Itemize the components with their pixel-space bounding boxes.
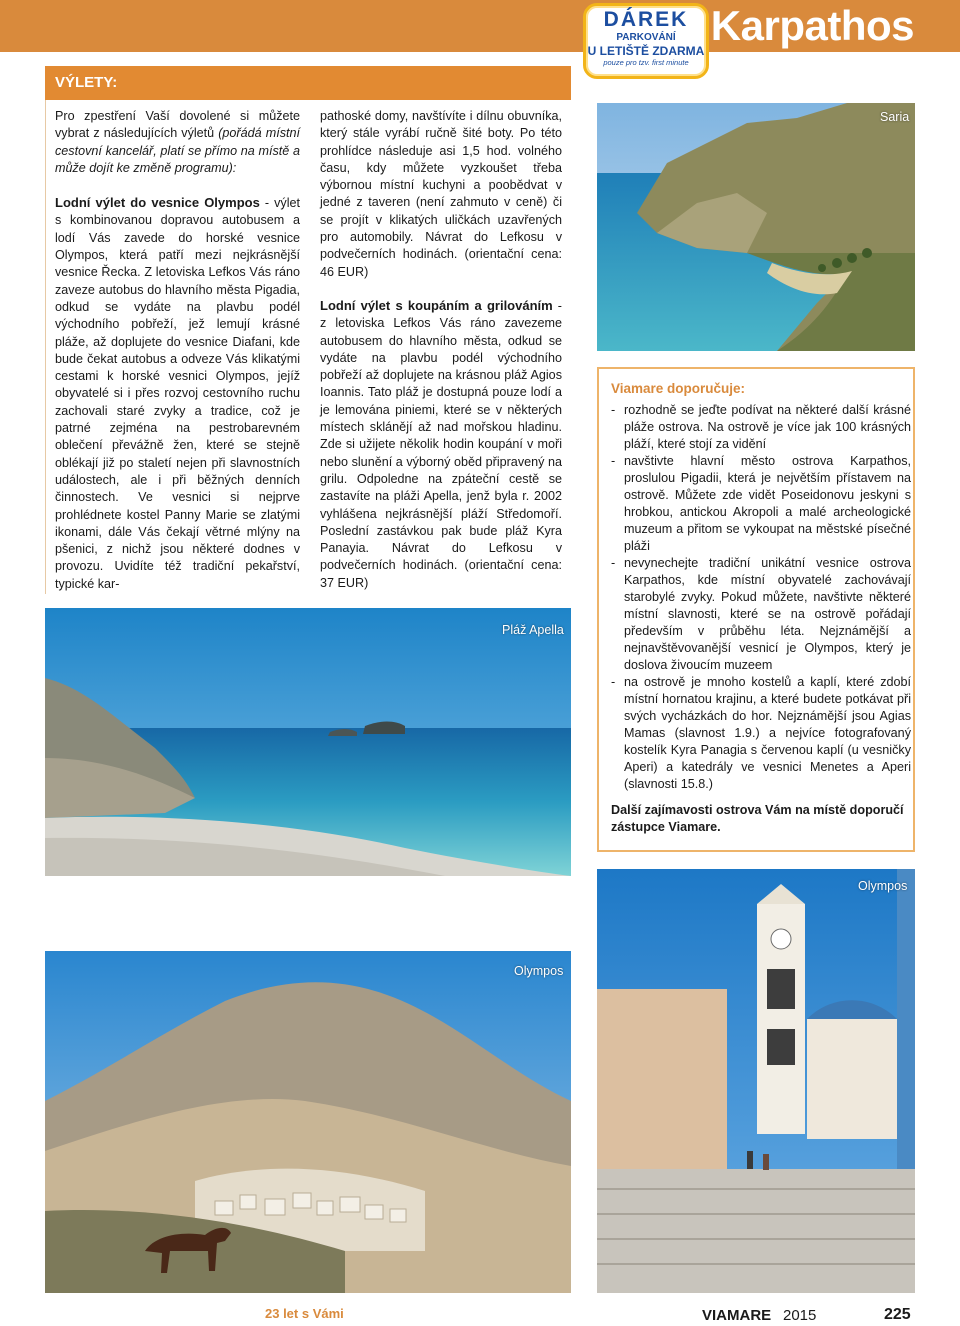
section-heading: VÝLETY: [55,74,118,91]
photo-olympos-village [45,951,571,1293]
caption-olympos-right: Olympos [858,879,908,893]
page-number: 225 [884,1306,911,1323]
photo-saria [597,103,915,351]
badge-line4: pouze pro tzv. first minute [603,58,689,67]
badge-line2: PARKOVÁNÍ [616,32,676,43]
trip1-title: Lodní výlet do vesnice Olympos [55,195,260,211]
recommend-title: Viamare doporučuje: [611,381,746,396]
section-heading-box [45,66,571,100]
recommend-footer: Další zajímavosti ostrova Vám na místě doporučí zástupce Viamare. [611,803,904,834]
caption-apella: Pláž Apella [502,623,564,637]
badge-line3: U LETIŠTĚ ZDARMA [587,44,705,58]
page-title: Karpathos [710,2,914,49]
gift-badge [583,3,709,79]
intro-note: (pořádá místní cestovní kancelář, platí se přímo na místě a může dojít ke změně programu): [55,126,300,175]
trip1-continued: pathoské domy, navštívíte i dílnu obuvníka, který stále vyrábí ručně šité boty. Po této prohlídce následuje asi 1,5 hod. volného času, kdy můžete vyzkoušet třeba výbornou místní kuchyni a poobědvat v jedné z taveren (není zahmuto v ceně) či se projít v klikatých uličkách uzavřených pro automobily. Návrat do Lefkosu v podvečerních hodinách. (orientační cena: 46 EUR) [320,109,562,279]
caption-olympos-left: Olympos [514,964,564,978]
trip1-text: - výlet s kombinovanou dopravou autobusem a lodí Vás zavede do horské vesnice Olympos, která patří mezi nejkrásnější vesnice Řecka. Z letoviska Lefkos Vás ráno zaveze autobus do hlavního města Pigadia, odkud se vydáte na plavbu podél východního pobřeží, jež lemují krásné pláže, až doplujete do vesnice Diafani, kde bude čekat autobus a odveze Vás klikatými cestami k horské vesnici Olympos, jejíž obyvatelé si i přes rozvoj cestovního ruchu zachovali staré zvyky a tradice, což je patrné zejména na pestrobarevném oblečení převážně žen, které se stejně oblékají již po staletí nejen při slavnostních událostech, ale i při běžných denních činnostech. Ve vesnici si nejprve prohlédnete kostel Panny Marie se zlatými ikonami, dále Vás čekají větrné mlýny na pšenici, z nichž jsou některé dodnes v provozu. Uvidíte též tradiční pekařství, typické kar- [55,196,300,591]
caption-saria: Saria [880,110,910,124]
photo-apella [45,608,571,876]
recommend-item: - nevynechejte tradiční unikátní vesnice ostrova Karpathos, kde místní obyvatelé zachovávají starobylé zvyky. Pokud můžete, navštivte některé místní slavnosti, které se na ostrově pořádají především v průběhu léta. Nejznámější a nejnavštěvovanější vesnicí je Olympos, který je doslova živoucím muzeem [611,555,911,674]
recommend-item: - navštivte hlavní město ostrova Karpathos, proslulou Pigadii, která je největším přístavem na ostrově. Můžete zde vidět Poseidonovu jeskyni s hrobkou, antickou Akropoli a malé archeologické muzeum a přitom se vykoupat na městské písečné pláži [611,453,911,555]
footer-brand: VIAMARE [702,1307,772,1324]
trip1-paragraph [55,194,300,593]
recommend-item: - rozhodně se jeďte podívat na některé další krásné pláže ostrova. Na ostrově je více jak 100 krásných pláží, které stojí za vidění [611,402,911,453]
recommend-item: - na ostrově je mnoho kostelů a kaplí, které zdobí místní hornatou krajinu, a které budete potkávat při svých vycházkách do hor. Nejznámější jsou Agias Mamas (slavnost 1.9.) a nejvíce fotografovaný kostelík Kyra Panagia s červenou kaplí (u vesničky Aperi) a katedrály ve vesnici Menetes a Aperi (slavnosti 15.8.) [611,674,911,793]
badge-line1: DÁREK [603,8,689,31]
recommend-list [611,402,911,793]
intro-text: Pro zpestření Vaší dovolené si můžete vybrat z následujících výletů [55,109,300,141]
trip2-title: Lodní výlet s koupáním a grilováním [320,297,553,313]
trip2-text: - z letoviska Lefkos Vás ráno zavezeme autobusem do hlavního města, odkud se vydáte na plavbu podél východního pobřeží až doplujete na krásnou pláž Agios Ioannis. Tato pláž je dostupná pouze lodí a je lemována piniemi, které se v některých místech sklánějí až nad mořskou hladinu. Zde si užijete několik hodin koupání v moři nebo slunění a výborný oběd připravený na grilu. Odpoledne na zpáteční cestě se zastavíte na pláži Apella, jenž byla r. 2002 vyhlášena nejkrásnější pláží Středomoří. Poslední zastávkou pak bude pláž Kyra Panayia. Návrat do Lefkosu v podvečerních hodinách. (orientační cena: 37 EUR) [320,298,563,590]
intro-paragraph [55,108,300,177]
footer-year: 2015 [783,1307,817,1324]
recommend-box [597,367,915,852]
trip2-paragraph [320,297,562,592]
left-column [55,108,300,593]
photo-olympos-church [597,869,915,1293]
footer-slogan: 23 let s Vámi [265,1306,344,1321]
middle-column [320,108,562,592]
